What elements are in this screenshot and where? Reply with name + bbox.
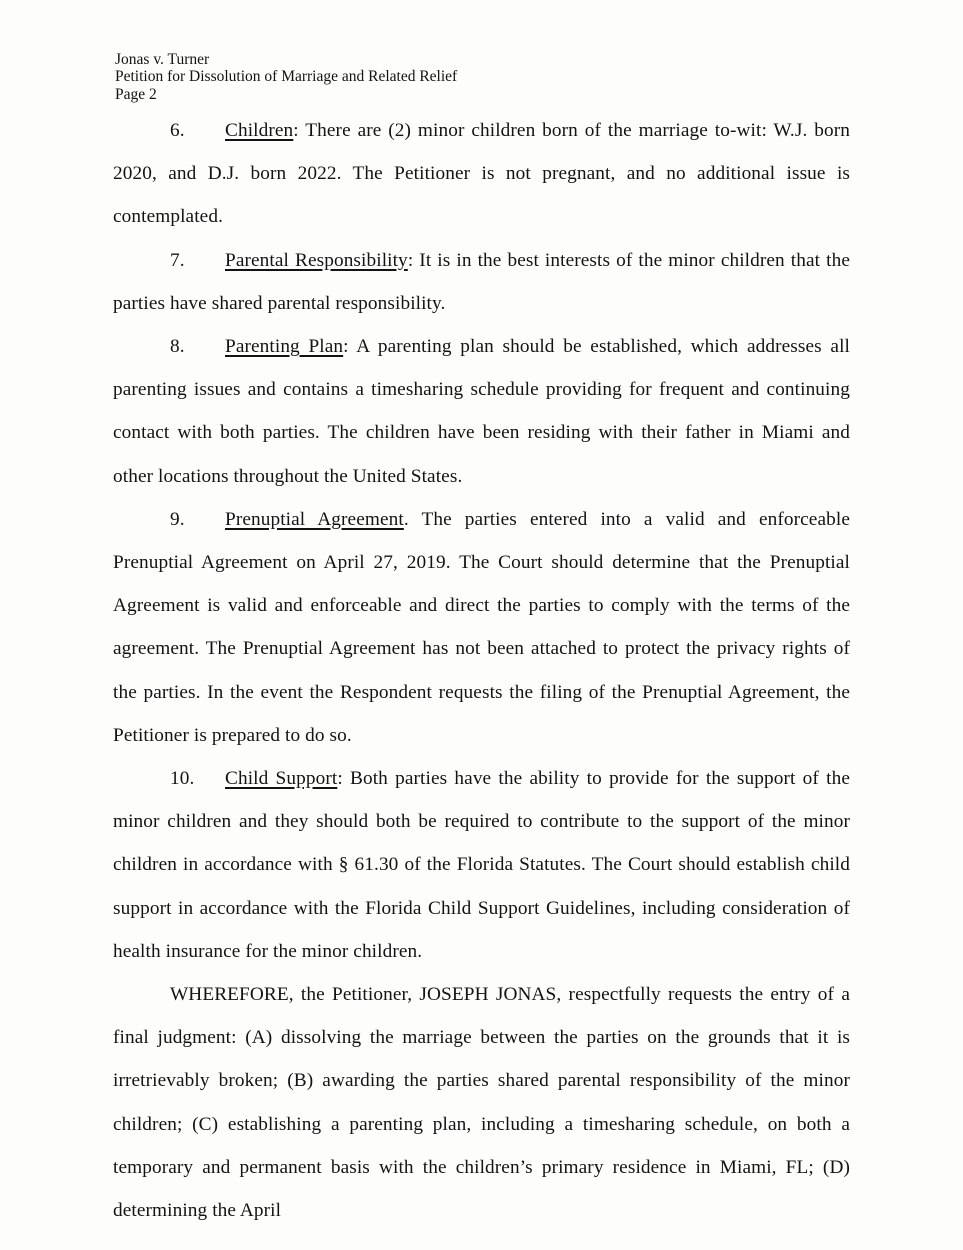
wherefore-paragraph: [113, 973, 850, 1232]
paragraph-text: The parties entered into a valid and enforceable Prenuptial Agreement on April 27, 2019. The Court should determine that the Prenuptial Agreement is valid and enforceable and direct the parties to comply with the terms of the agreement. The Prenuptial Agreement has not been attached to protect the privacy rights of the parties. In the event the Respondent requests the filing of the Prenuptial Agreement, the Petitioner is prepared to do so.: [113, 508, 850, 746]
paragraph-heading: Parental Responsibility: [225, 249, 408, 271]
heading-separator: :: [343, 336, 349, 358]
paragraph-prenuptial-agreement: [113, 498, 850, 757]
paragraph-number: 8.: [170, 336, 185, 358]
paragraph-parenting-plan: [113, 325, 850, 498]
header-case-name: Jonas v. Turner: [115, 51, 210, 68]
document-body: [113, 109, 850, 1232]
paragraph-number: 6.: [170, 120, 185, 141]
header-document-title: Petition for Dissolution of Marriage and Related Relief: [115, 68, 458, 86]
paragraph-text: It is in the best interests of the minor children that the parties have shared parental responsibility.: [113, 249, 850, 314]
paragraph-text: Both parties have the ability to provide for the support of the minor children and they should both be required to contribute to the support of the minor children in accordance with § 61.30 of the Florida Statutes. The Court should establish child support in accordance with the Florida Child Support Guidelines, including consideration of health insurance for the minor children.: [113, 768, 850, 962]
paragraph-children: [113, 109, 850, 239]
heading-separator: :: [337, 768, 343, 790]
paragraph-number: 7.: [170, 249, 185, 271]
heading-separator: :: [293, 120, 299, 141]
paragraph-heading: Parenting Plan: [225, 336, 344, 358]
paragraph-heading: Child Support: [225, 768, 338, 790]
paragraph-text: There are (2) minor children born of the marriage to-wit: W.J. born 2020, and D.J. born 2022. The Petitioner is not pregnant, and no additional issue is contemplated.: [113, 120, 850, 228]
paragraph-number: 10.: [170, 768, 195, 790]
heading-separator: :: [407, 249, 414, 271]
paragraph-child-support: [113, 757, 850, 973]
paragraph-text: A parenting plan should be established, which addresses all parenting issues and contains a timesharing schedule providing for frequent and continuing contact with both parties. The children have been residing with their father in Miami and other locations throughout the United States.: [113, 336, 850, 487]
paragraph-heading: Children: [225, 120, 294, 141]
paragraph-parental-responsibility: [113, 239, 850, 325]
document-header: [115, 51, 457, 103]
paragraph-number: 9.: [170, 508, 185, 530]
header-page-number: Page 2: [115, 85, 157, 103]
wherefore-text: WHEREFORE, the Petitioner, JOSEPH JONAS, respectfully requests the entry of a final judgment: (A) dissolving the marriage between the parties on the grounds that it is irretrievably broken; (B) awarding the parties shared parental responsibility of the minor children; (C) establishing a parenting plan, including a timesharing schedule, on both a temporary and permanent basis with the children’s primary residence in Miami, FL; (D) determining the April: [113, 984, 850, 1222]
paragraph-heading: Prenuptial Agreement: [225, 508, 404, 530]
heading-separator: .: [403, 508, 409, 530]
